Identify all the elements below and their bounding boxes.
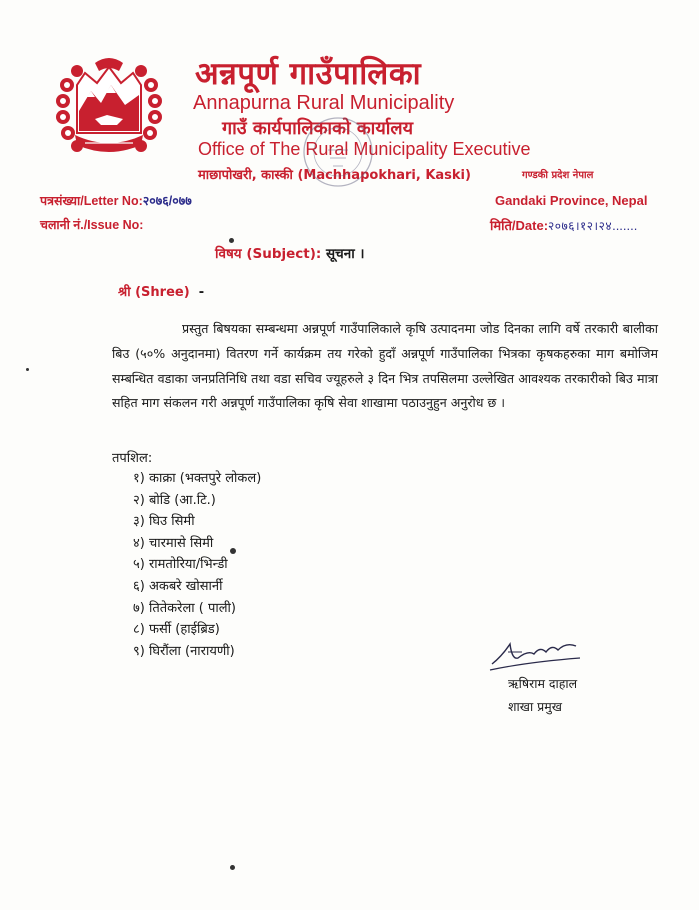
subject-value: सूचना ।	[326, 246, 365, 262]
list-item: ७) तितेकरेला ( पाली)	[133, 600, 236, 616]
salutation-label: श्री (Shree)	[118, 285, 190, 300]
office-stamp	[300, 112, 376, 192]
subject-label: विषय (Subject):	[215, 246, 322, 262]
list-item: ८) फर्सी (हाईब्रिड)	[133, 622, 220, 638]
vegetable-seed-list	[133, 468, 261, 662]
list-item: १) काक्रा (भक्तपुरे लोकल)	[133, 471, 262, 486]
list-item: ५) रामतोरिया/भिन्डी	[133, 557, 228, 573]
government-emblem-logo	[55, 55, 163, 163]
scan-speck	[230, 865, 235, 870]
province-english: Gandaki Province, Nepal	[495, 193, 648, 208]
list-heading: तपशिल:	[112, 451, 153, 466]
office-name-nepali: गाउँ कार्यपालिकाको कार्यालय	[222, 118, 414, 139]
letter-number	[40, 192, 192, 209]
letter-date: मिति/Date:२०७६।१२।२४.......	[490, 218, 638, 233]
province-nepali: गण्डकी प्रदेश नेपाल	[522, 170, 594, 181]
signatory-title: शाखा प्रमुख	[508, 699, 562, 714]
issue-number-label: चलानी नं./Issue No:	[40, 218, 144, 232]
list-item: ६) अकबरे खोसार्नी	[133, 578, 223, 594]
salutation-line	[118, 282, 204, 300]
scan-speck	[230, 548, 236, 554]
signatory-name: ऋषिराम दाहाल	[508, 676, 578, 691]
office-address: माछापोखरी, कास्की (Machhapokhari, Kaski)	[198, 168, 471, 183]
list-item: ४) चारमासे सिमी	[133, 535, 214, 551]
scan-speck	[26, 368, 29, 371]
list-item: ९) घिरौंला (नारायणी)	[133, 643, 235, 659]
municipality-name-nepali: अन्नपूर्ण गाउँपालिका	[195, 56, 422, 92]
list-item: २) बोडि (आ.टि.)	[133, 492, 216, 508]
letter-number-value: २०७६/०७७	[142, 194, 192, 208]
scan-speck	[229, 238, 234, 243]
date-label: मिति/Date:	[490, 218, 549, 233]
handwritten-signature	[488, 632, 583, 674]
letter-number-label: पत्रसंख्या/Letter No:	[40, 194, 143, 208]
list-item: ३) घिउ सिमी	[133, 514, 195, 530]
municipality-name-english: Annapurna Rural Municipality	[193, 92, 455, 114]
salutation-value: -	[198, 285, 205, 300]
body-paragraph: प्रस्तुत बिषयका सम्बन्धमा अन्नपूर्ण गाउँपालिकाले कृषि उत्पादनमा जोड दिनका लागि वर्षे तरकारी बालीका बिउ (५०% अनुदानमा) वितरण गर्ने कार्यक्रम तय गरेको हुदाँ अन्नपूर्ण गाउँपालिका भित्रका कृषकहरुका माग बमोजिम सम्बन्धित वडाका जनप्रतिनिधि तथा वडा सचिव ज्यूहरुले ३ दिन भित्र तपसिलमा उल्लेखित आवश्यक तरकारीको बिउ मात्रा सहित माग संकलन गरी अन्नपूर्ण गाउँपालिका कृषि सेवा शाखामा पठाउनुहुन अनुरोध छ ।	[112, 321, 658, 411]
subject-line	[215, 244, 365, 262]
date-value: २०७६।१२।२४	[548, 219, 613, 233]
office-name-english: Office of The Rural Municipality Executive	[198, 139, 531, 159]
